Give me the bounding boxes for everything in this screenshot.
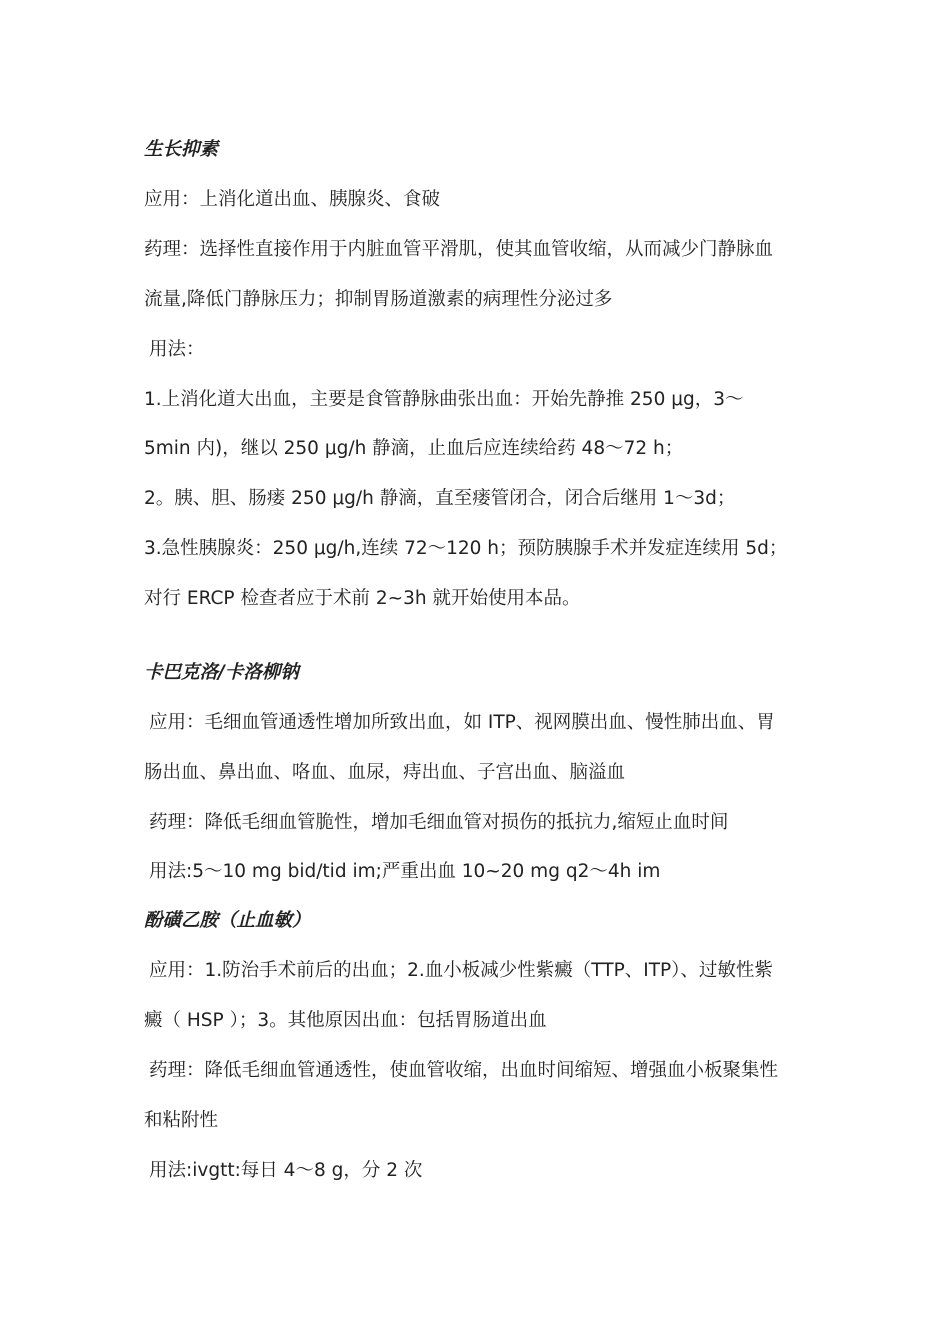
pharmacology-line: 药理：选择性直接作用于内脏血管平滑肌，使其血管收缩，从而减少门静脉血 <box>144 239 774 260</box>
indication-line: 应用：1.防治手术前后的出血；2.血小板减少性紫癜（TTP、ITP）、过敏性紫 <box>149 960 773 981</box>
indication-line-continued: 肠出血、鼻出血、咯血、血尿，痔出血、子宫出血、脑溢血 <box>144 762 626 783</box>
indication-line-continued: 癜（ HSP ）；3。其他原因出血：包括胃肠道出血 <box>144 1010 547 1031</box>
pharmacology-line: 药理：降低毛细血管脆性，增加毛细血管对损伤的抵抗力,缩短止血时间 <box>149 812 729 833</box>
usage-line: 用法:ivgtt:每日 4～8 g，分 2 次 <box>149 1160 423 1181</box>
pharmacology-line-continued: 和粘附性 <box>144 1110 219 1131</box>
usage-note-ercp: 对行 ERCP 检查者应于术前 2~3h 就开始使用本品。 <box>144 588 581 609</box>
pharmacology-line: 药理：降低毛细血管通透性，使血管收缩，出血时间缩短、增强血小板聚集性 <box>149 1060 779 1081</box>
indication-line: 应用：上消化道出血、胰腺炎、食破 <box>144 189 441 210</box>
section-title-carbazochrome: 卡巴克洛/卡洛柳钠 <box>144 662 299 683</box>
usage-line: 用法:5～10 mg bid/tid im;严重出血 10~20 mg q2～4h im <box>149 861 661 882</box>
usage-item-1: 1.上消化道大出血，主要是食管静脉曲张出血：开始先静推 250 μg，3～ <box>144 389 744 410</box>
usage-item-1-continued: 5min 内)，继以 250 μg/h 静滴，止血后应连续给药 48～72 h； <box>144 438 684 459</box>
usage-label: 用法： <box>149 339 205 360</box>
usage-item-3: 3.急性胰腺炎：250 μg/h,连续 72～120 h；预防胰腺手术并发症连续用 5d； <box>144 538 788 559</box>
indication-line: 应用：毛细血管通透性增加所致出血，如 ITP、视网膜出血、慢性肺出血、胃 <box>149 712 775 733</box>
pharmacology-line-continued: 流量,降低门静脉压力；抑制胃肠道激素的病理性分泌过多 <box>144 289 613 310</box>
section-title-somatostatin: 生长抑素 <box>144 139 219 160</box>
usage-item-2: 2。胰、胆、肠瘘 250 μg/h 静滴，直至瘘管闭合，闭合后继用 1～3d； <box>144 488 736 509</box>
section-title-etamsylate: 酚磺乙胺（止血敏） <box>144 910 311 931</box>
